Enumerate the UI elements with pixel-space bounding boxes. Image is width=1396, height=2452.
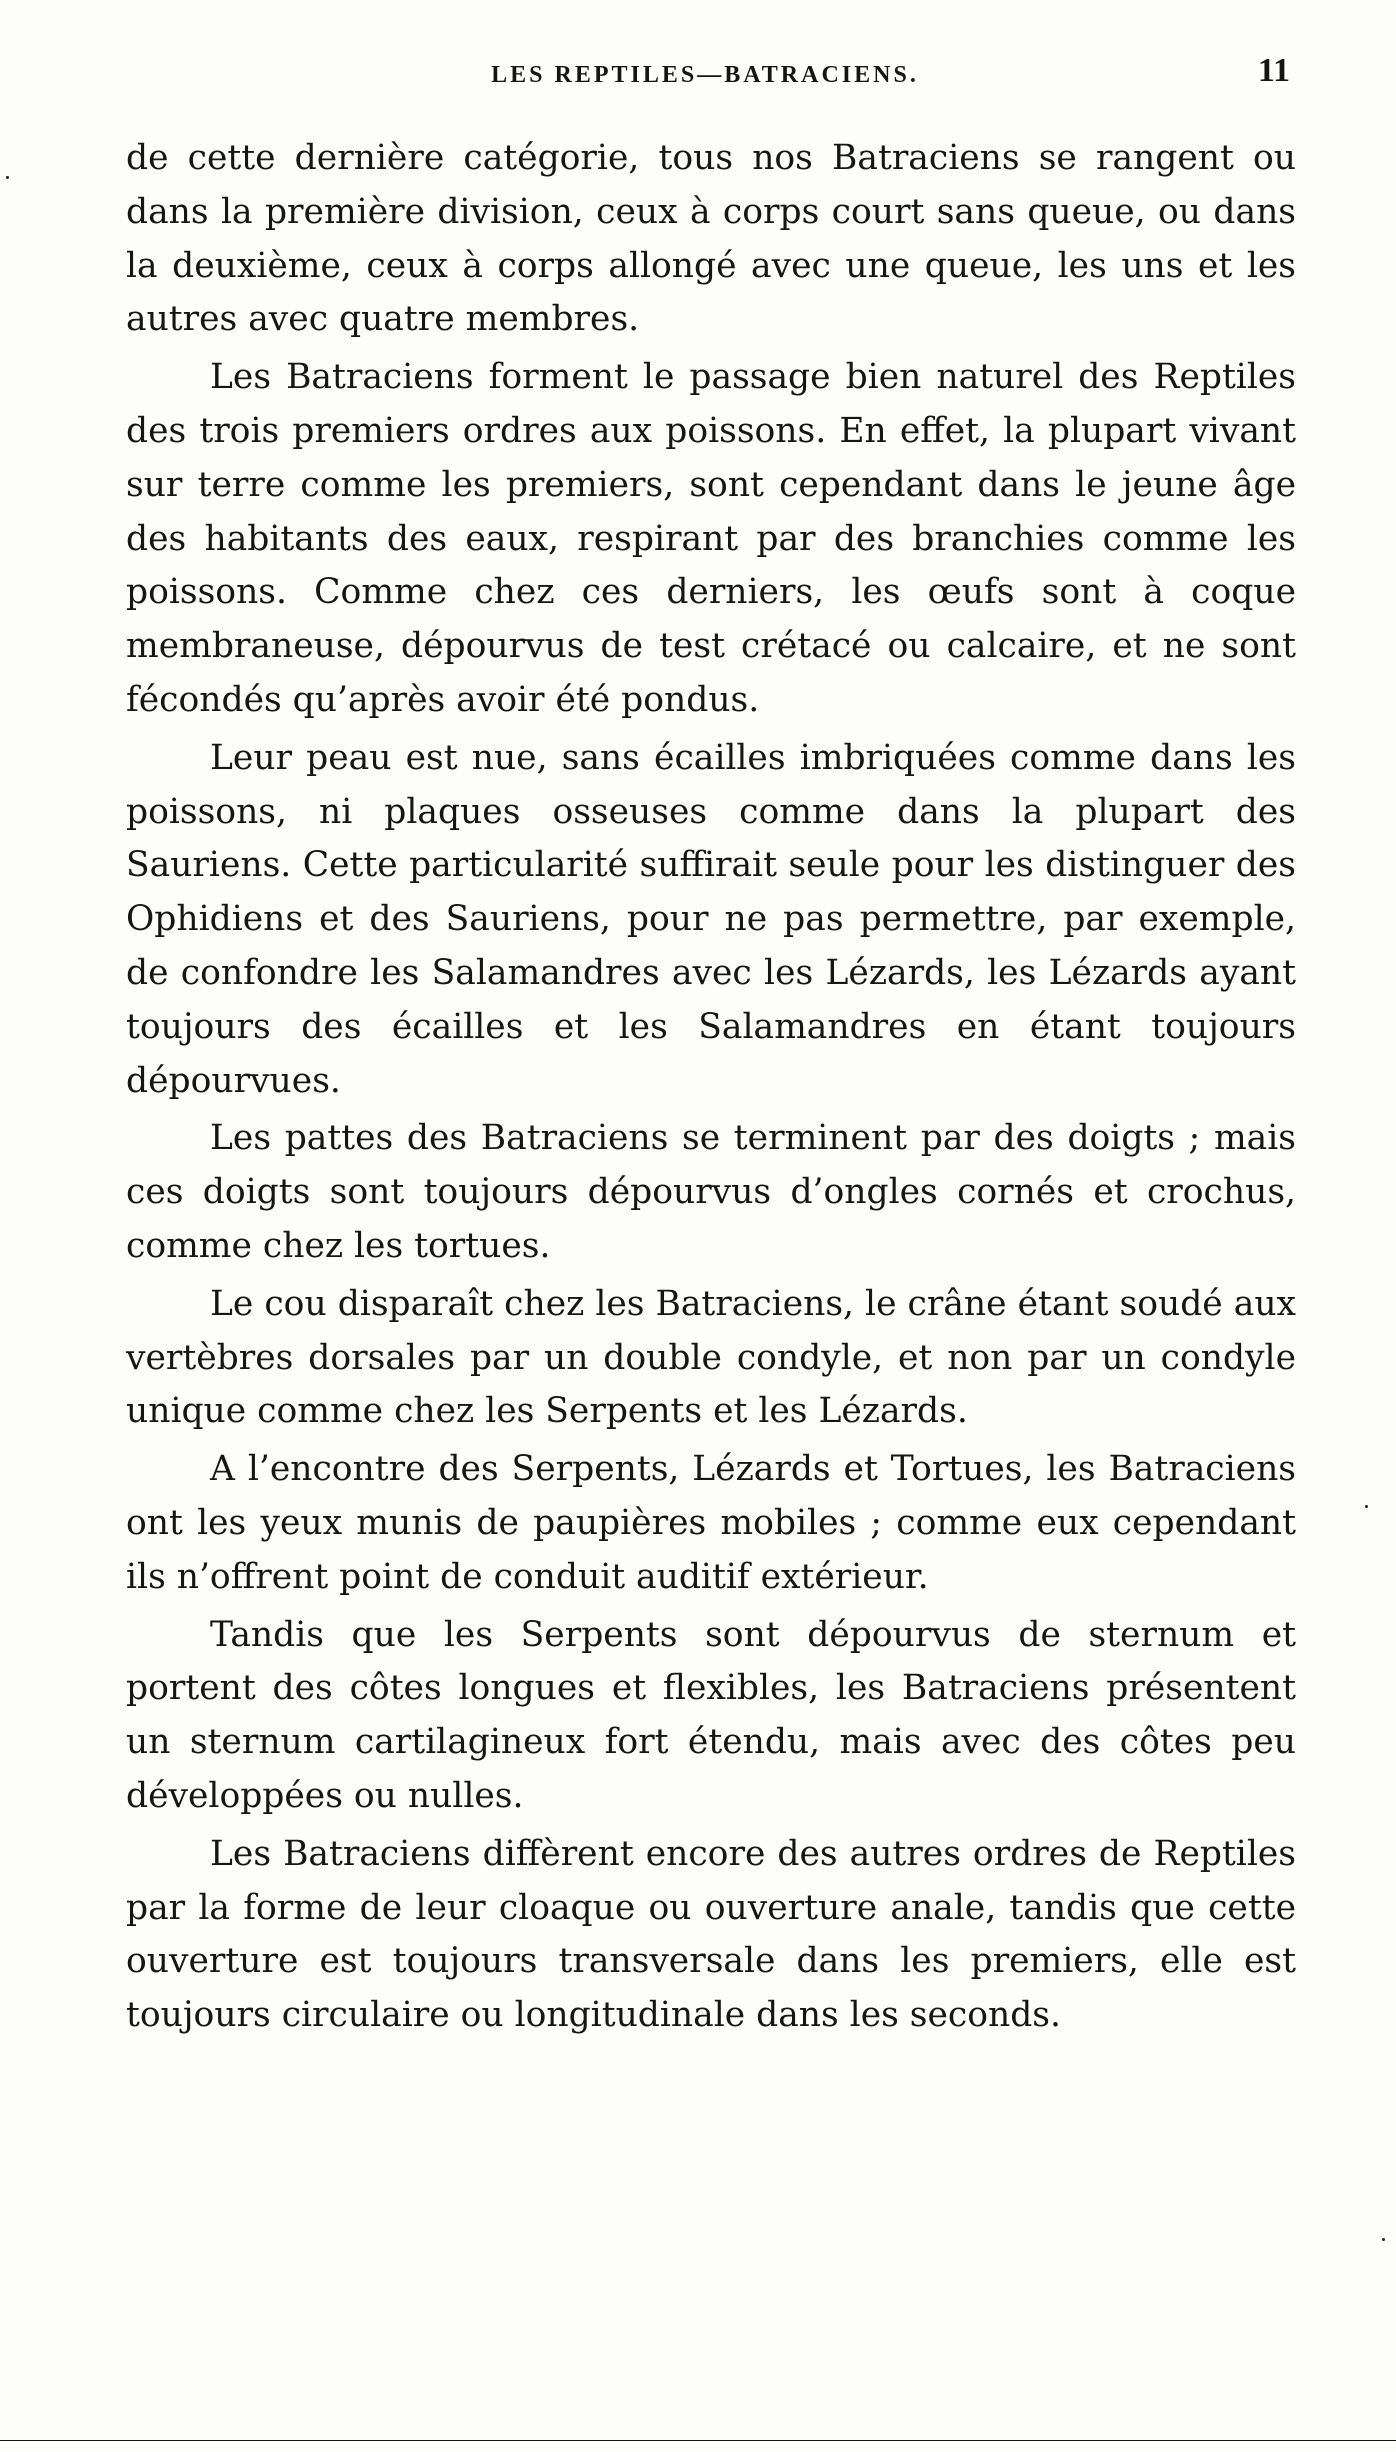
paragraph-cloaca: Les Batraciens diffèrent encore des autres ordres de Reptiles par la forme de leur cloaque ou ouverture anale, tandis que cette ouverture est toujours transversale dans les premiers, elle est toujours circulaire ou longitudinale dans les seconds. bbox=[126, 1833, 1296, 2036]
paragraph-sternum: Tandis que les Serpents sont dépourvus de sternum et portent des côtes longues et flexibles, les Batraciens présentent un sternum cartilagineux fort étendu, mais avec des côtes peu développées ou nulles. bbox=[126, 1614, 1296, 1816]
print-speck bbox=[6, 176, 9, 179]
paragraph-continuation: de cette dernière catégorie, tous nos Batraciens se rangent ou dans la première division, ceux à corps court sans queue, ou dans la deuxième, ceux à corps allongé avec une queue, les uns et les autres avec quatre membres. bbox=[126, 138, 1296, 340]
running-head: LES REPTILES—BATRACIENS. bbox=[491, 62, 919, 88]
print-speck bbox=[1382, 2238, 1385, 2241]
paragraph-eyes: A l’encontre des Serpents, Lézards et Tortues, les Batraciens ont les yeux munis de paupières mobiles ; comme eux cependant ils n’offrent point de conduit auditif extérieur. bbox=[126, 1449, 1296, 1597]
page-bottom-edge bbox=[0, 2440, 1396, 2441]
print-speck bbox=[1365, 1505, 1368, 1508]
body-text bbox=[126, 132, 1296, 2047]
paragraph-feet: Les pattes des Batraciens se terminent par des doigts ; mais ces doigts sont toujours dépourvus d’ongles cornés et crochus, comme chez les tortues. bbox=[126, 1118, 1296, 1266]
page-header bbox=[120, 52, 1290, 112]
paragraph-neck: Le cou disparaît chez les Batraciens, le crâne étant soudé aux vertèbres dorsales par un double condyle, et non par un condyle unique comme chez les Serpents et les Lézards. bbox=[126, 1283, 1296, 1432]
paragraph-batraciens-passage: Les Batraciens forment le passage bien naturel des Reptiles des trois premiers ordres aux poissons. En effet, la plupart vivant sur terre comme les premiers, sont cependant dans le jeune âge des habitants des eaux, respirant par des branchies comme les poissons. Comme chez ces derniers, les œufs sont à coque membraneuse, dépourvus de test crétacé ou calcaire, et ne sont fécondés qu’après avoir été pondus. bbox=[126, 357, 1296, 720]
page-number: 11 bbox=[1257, 52, 1290, 89]
paragraph-skin: Leur peau est nue, sans écailles imbriquées comme dans les poissons, ni plaques osseuses comme dans la plupart des Sauriens. Cette particularité suffirait seule pour les distinguer des Ophidiens et des Sauriens, pour ne pas permettre, par exemple, de confondre les Salamandres avec les Lézards, les Lézards ayant toujours des écailles et les Salamandres en étant toujours dépourvues. bbox=[126, 737, 1296, 1101]
